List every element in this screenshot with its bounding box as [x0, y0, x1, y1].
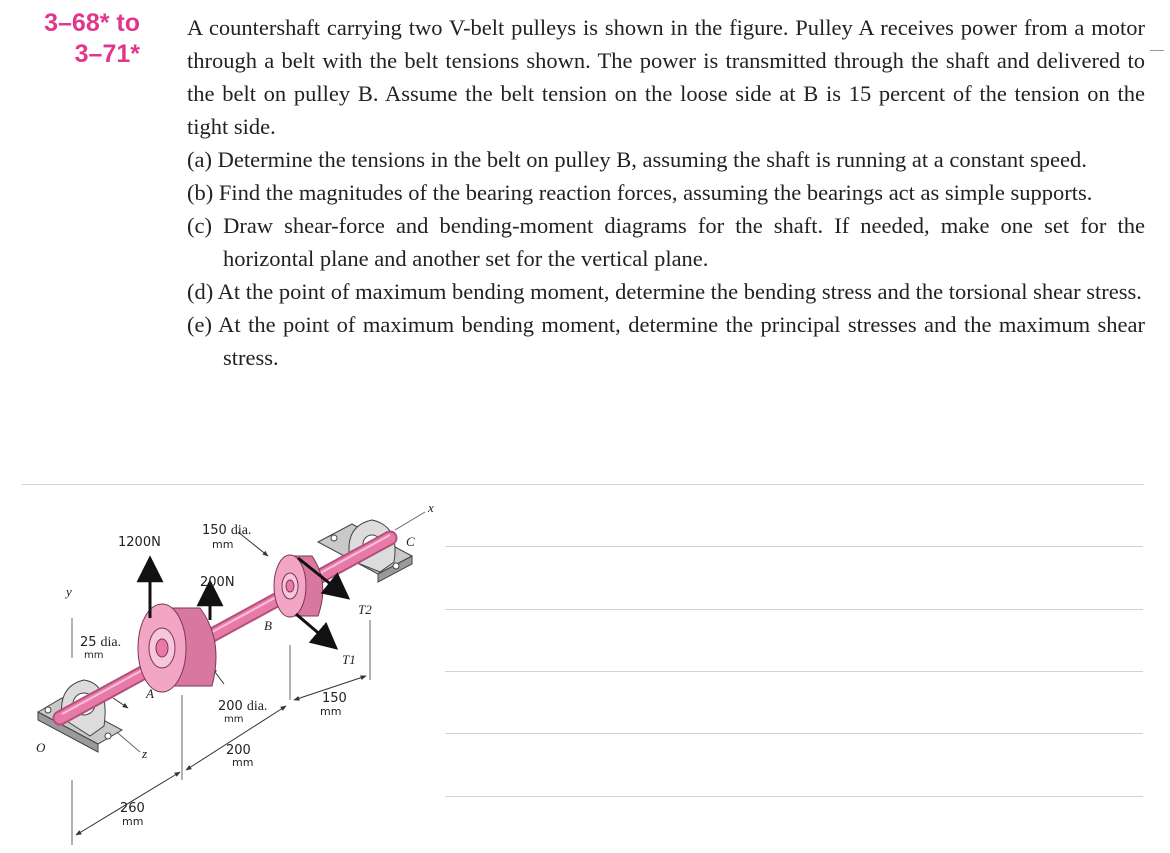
dia-150-word: dia.	[230, 523, 252, 538]
axis-x-label: x	[428, 500, 434, 515]
part-c-text: Draw shear-force and bending-moment diagrams for the shaft. If needed, make one set for the horizontal plane and another set for the vertical plane.	[223, 213, 1146, 271]
dim-200-value: 200	[226, 743, 251, 758]
dia-150-unit: mm	[212, 538, 234, 551]
answer-line	[445, 546, 1143, 547]
answer-line	[445, 796, 1143, 797]
problem-statement: A countershaft carrying two V-belt pulleys is shown in the figure. Pulley A receives power from a motor through a belt with the belt tensions shown. The power is transmitted through the shaft and delivered to the belt on pulley B. Assume the belt tension on the loose side at B is 15 percent of the tension on the tight side.	[187, 15, 1145, 139]
dia-200-unit: mm	[224, 714, 244, 725]
label-t1: T1	[342, 652, 356, 667]
part-a-label: (a)	[187, 147, 212, 172]
part-a-text: Determine the tensions in the belt on pulley B, assuming the shaft is running at a constant speed.	[217, 147, 1087, 172]
margin-dash	[1150, 50, 1164, 51]
dia-25-num: 25	[80, 635, 97, 650]
part-b-text: Find the magnitudes of the bearing reaction forces, assuming the bearings act as simple supports.	[218, 180, 1093, 205]
part-d-label: (d)	[187, 279, 214, 304]
problem-number-line2: 3–71*	[74, 40, 140, 68]
force-1200-label: 1200N	[118, 535, 161, 550]
dia-25-word: dia.	[100, 635, 122, 650]
part-e	[187, 308, 1145, 374]
dia-25-label	[80, 633, 121, 650]
problem-text	[187, 11, 1145, 374]
dim-150-unit: mm	[320, 705, 342, 718]
part-a	[187, 143, 1145, 176]
dia-200-word: dia.	[246, 699, 268, 714]
part-b-label: (b)	[187, 180, 214, 205]
answer-line	[445, 609, 1143, 610]
part-e-label: (e)	[187, 312, 212, 337]
answer-line	[445, 733, 1143, 734]
answer-line	[445, 671, 1143, 672]
dim-260-value: 260	[120, 801, 145, 816]
dia-25-unit: mm	[84, 650, 104, 661]
force-200-label: 200N	[200, 575, 235, 590]
dim-260-unit: mm	[122, 815, 144, 828]
countershaft-figure	[0, 490, 440, 850]
dia-200-label	[218, 697, 267, 714]
part-d-text: At the point of maximum bending moment, determine the bending stress and the torsional shear stress.	[217, 279, 1142, 304]
dim-200-unit: mm	[232, 756, 254, 769]
problem-number	[10, 8, 140, 70]
label-c: C	[406, 534, 415, 549]
section-divider	[22, 484, 1144, 485]
label-b: B	[264, 618, 272, 633]
dim-150-value: 150	[322, 691, 347, 706]
label-t2: T2	[358, 602, 372, 617]
dia-150-label	[202, 521, 251, 538]
axis-y-label: y	[66, 584, 72, 599]
label-o: O	[36, 740, 46, 755]
label-a: A	[146, 686, 154, 701]
part-b	[187, 176, 1145, 209]
dia-200-num: 200	[218, 699, 243, 714]
axis-z-label: z	[142, 746, 148, 761]
part-c-label: (c)	[187, 213, 212, 238]
dia-150-num: 150	[202, 523, 227, 538]
pulley-b	[274, 555, 323, 617]
part-e-text: At the point of maximum bending moment, determine the principal stresses and the maximum shear stress.	[218, 312, 1145, 370]
part-c	[187, 209, 1145, 275]
part-d	[187, 275, 1145, 308]
problem-number-line1: 3–68* to	[44, 9, 140, 37]
